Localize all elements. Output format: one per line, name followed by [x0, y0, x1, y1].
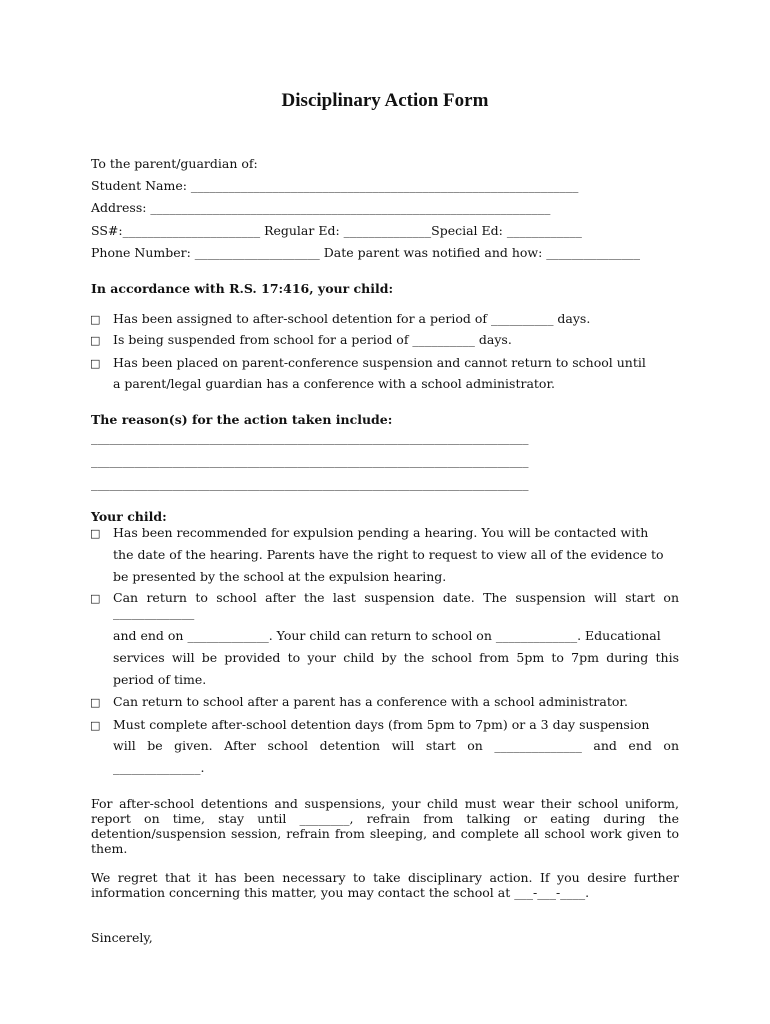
- checkbox-parent-conference: □: [90, 357, 101, 370]
- checkbox-return-after-suspension: □: [90, 592, 101, 605]
- ss-education-field: SS#:______________________ Regular Ed: ______________Special Ed: ____________: [91, 223, 582, 238]
- checkbox-detention: □: [90, 313, 101, 326]
- checkbox-suspended: □: [90, 334, 101, 347]
- option-return-after-suspension-line-5: period of time.: [113, 672, 207, 687]
- to-parent-guardian-label: To the parent/guardian of:: [91, 156, 258, 171]
- checkbox-detention-or-suspension: □: [90, 719, 101, 732]
- option-parent-conference-line-2: a parent/legal guardian has a conference with a school administrator.: [113, 376, 556, 391]
- option-return-after-suspension-line-3: and end on _____________. Your child can return to school on _____________. Educational: [113, 628, 661, 643]
- checkbox-return-after-conference: □: [90, 696, 101, 709]
- reason-blank-line: ______________________________________________________________________: [91, 476, 529, 491]
- option-expulsion-line-2: the date of the hearing. Parents have the right to request to view all of the evidence to: [113, 547, 664, 562]
- option-expulsion-line-3: be presented by the school at the expulsion hearing.: [113, 569, 447, 584]
- closing-sincerely: Sincerely,: [91, 930, 153, 945]
- option-detention: Has been assigned to after-school detention for a period of __________ days.: [113, 311, 591, 326]
- reason-blank-line: ______________________________________________________________________: [91, 453, 529, 468]
- your-child-heading: Your child:: [91, 509, 167, 524]
- checkbox-expulsion: □: [90, 527, 101, 540]
- option-detention-or-suspension-line-3: ______________.: [113, 760, 205, 775]
- option-return-after-suspension-line-1: Can return to school after the last suspension date. The suspension will start on: [113, 590, 679, 605]
- page-title: Disciplinary Action Form: [281, 90, 489, 111]
- phone-notified-field: Phone Number: ____________________ Date parent was notified and how: _______________: [91, 245, 641, 260]
- option-detention-or-suspension-line-1: Must complete after-school detention days (from 5pm to 7pm) or a 3 day suspension: [113, 717, 650, 732]
- option-suspended: Is being suspended from school for a period of __________ days.: [113, 332, 512, 347]
- reason-blank-line: ______________________________________________________________________: [91, 430, 529, 445]
- option-return-after-suspension-line-2: _____________: [113, 605, 195, 620]
- reasons-heading: The reason(s) for the action taken include:: [91, 412, 393, 427]
- option-parent-conference-line-1: Has been placed on parent-conference suspension and cannot return to school until: [113, 355, 646, 370]
- option-expulsion-line-1: Has been recommended for expulsion pending a hearing. You will be contacted with: [113, 525, 649, 540]
- address-field: Address: ________________________________________________________________: [91, 200, 551, 215]
- student-name-field: Student Name: ______________________________________________________________: [91, 178, 579, 193]
- regret-paragraph: We regret that it has been necessary to take disciplinary action. If you desire further information concerning this matter, you may contact the school at ___-___-____.: [91, 870, 679, 900]
- option-return-after-suspension-line-4: services will be provided to your child by the school from 5pm to 7pm during this: [113, 650, 679, 665]
- option-return-after-conference: Can return to school after a parent has a conference with a school administrator.: [113, 694, 628, 709]
- uniform-paragraph: For after-school detentions and suspensions, your child must wear their school uniform, report on time, stay until ________, refrain from talking or eating during the detention/suspension session, refrain from sleeping, and complete all school work given to them.: [91, 796, 679, 856]
- accordance-heading: In accordance with R.S. 17:416, your child:: [91, 281, 394, 296]
- option-detention-or-suspension-line-2: will be given. After school detention will start on ______________ and end on: [113, 738, 679, 753]
